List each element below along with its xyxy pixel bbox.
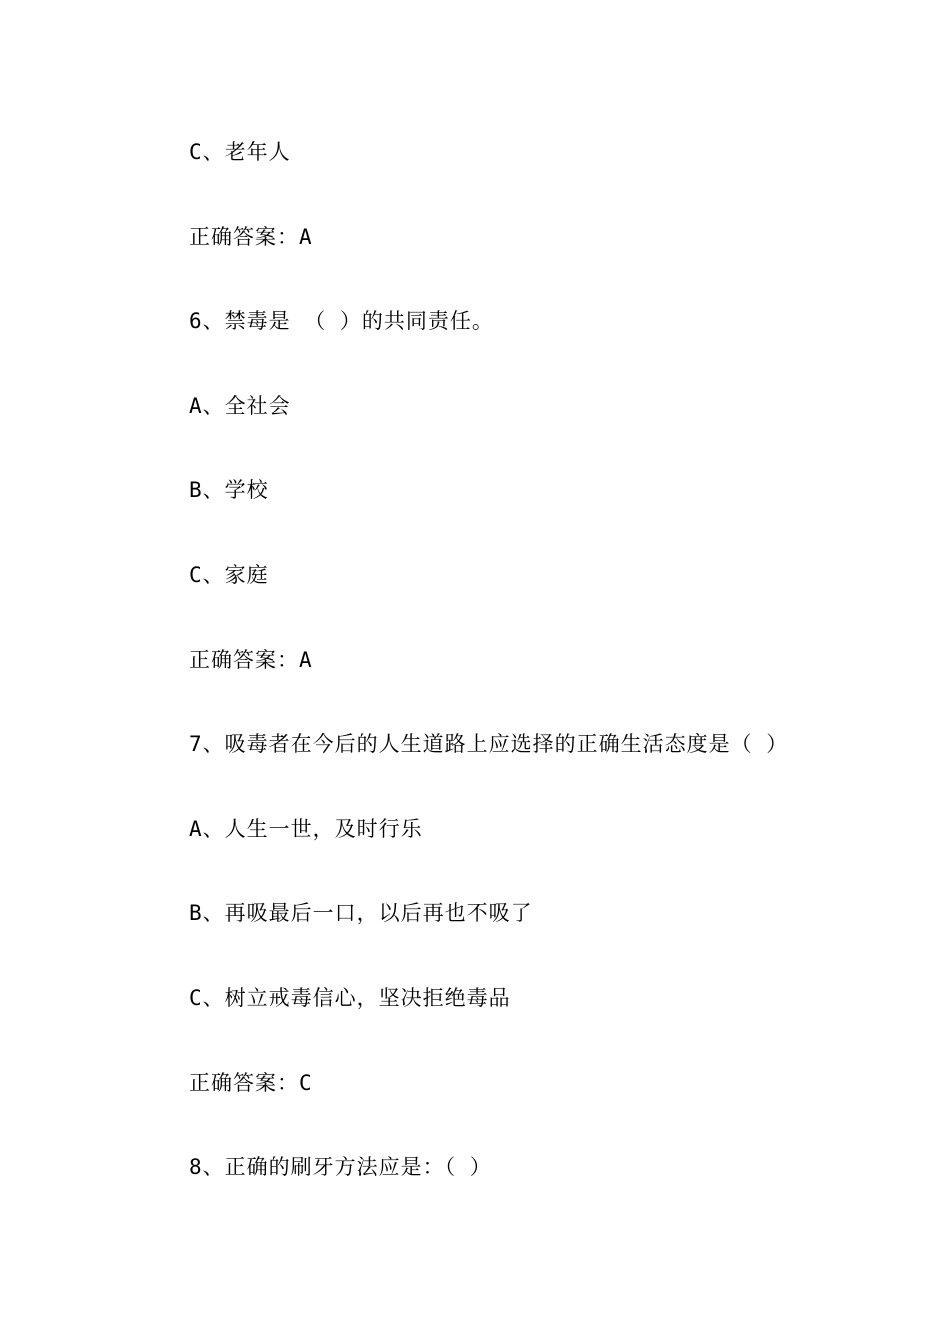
- q6-answer: 正确答案：A: [189, 648, 313, 672]
- q7-option-b: B、再吸最后一口，以后再也不吸了: [189, 901, 533, 925]
- q6-option-a: A、全社会: [189, 394, 291, 418]
- q7-option-a: A、人生一世，及时行乐: [189, 817, 423, 841]
- q6-option-c: C、家庭: [189, 563, 269, 587]
- q5-option-c: C、老年人: [189, 140, 291, 164]
- q5-answer: 正确答案：A: [189, 225, 313, 249]
- q8-question: 8、正确的刷牙方法应是：（ ）: [189, 1155, 492, 1179]
- q6-option-b: B、学校: [189, 478, 269, 502]
- q7-option-c: C、树立戒毒信心，坚决拒绝毒品: [189, 986, 511, 1010]
- q6-question: 6、禁毒是 （ ）的共同责任。: [189, 309, 494, 333]
- q7-question: 7、吸毒者在今后的人生道路上应选择的正确生活态度是（ ）: [189, 732, 789, 756]
- q7-answer: 正确答案：C: [189, 1071, 313, 1095]
